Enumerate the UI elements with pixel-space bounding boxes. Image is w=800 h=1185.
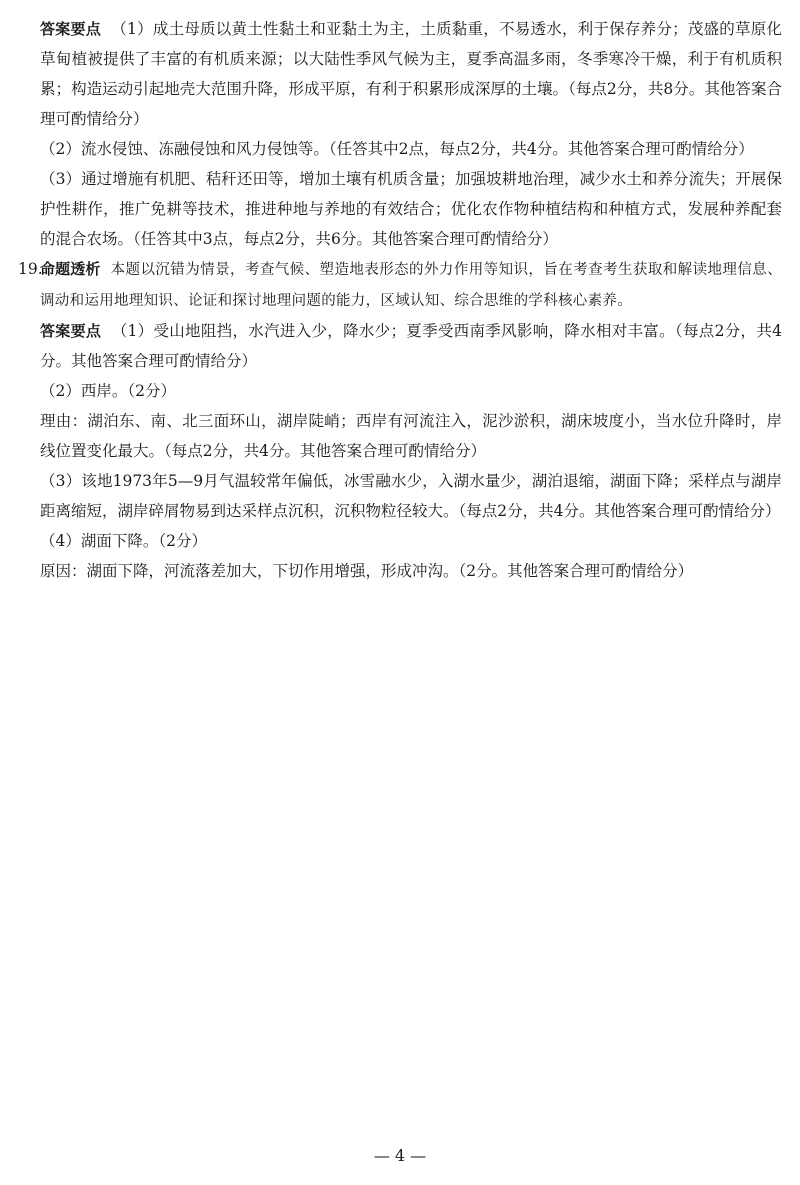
q19-part4-answer: （4）湖面下降。（2分） xyxy=(40,532,207,550)
q19-part2-answer: （2）西岸。（2分） xyxy=(40,382,176,400)
q18-answer-label: 答案要点 xyxy=(40,20,101,38)
q18-part1-text: （1）成土母质以黄土性黏土和亚黏土为主，土质黏重，不易透水，利于保存养分；茂盛的草原化草甸植被提供了丰富的有机质来源；以大陆性季风气候为主，夏季高温多雨，冬季寒冷干燥，利于有机质积累；构造运动引起地壳大范围升降，形成平原，有利于积累形成深厚的土壤。（每点2分，共8分。其他答案合理可酌情给分） xyxy=(40,20,782,128)
q19-part3: （3）该地1973年5—9月气温较常年偏低，冰雪融水少，入湖水量少，湖泊退缩，湖面下降；采样点与湖岸距离缩短，湖岸碎屑物易到达采样点沉积，沉积物粒径较大。（每点2分，共4分。其他答案合理可酌情给分） xyxy=(40,472,782,520)
q18-part3: （3）通过增施有机肥、秸秆还田等，增加土壤有机质含量；加强坡耕地治理，减少水土和养分流失；开展保护性耕作，推广免耕等技术，推进种地与养地的有效结合；优化农作物种植结构和种植方式，发展种养配套的混合农场。（任答其中3点，每点2分，共6分。其他答案合理可酌情给分） xyxy=(40,170,782,248)
q19-analysis-label: 命题透析 xyxy=(40,260,101,278)
q18-part2: （2）流水侵蚀、冻融侵蚀和风力侵蚀等。（任答其中2点，每点2分，共4分。其他答案合理可酌情给分） xyxy=(40,140,754,158)
q19-block xyxy=(18,254,782,586)
q19-number: 19. xyxy=(18,260,43,278)
answer-page xyxy=(18,14,782,586)
q19-part4-reason: 原因：湖面下降，河流落差加大，下切作用增强，形成冲沟。（2分。其他答案合理可酌情给分） xyxy=(40,562,694,580)
page-number: — 4 — xyxy=(373,1146,427,1165)
q18-part1 xyxy=(40,14,782,134)
q19-part1 xyxy=(40,316,782,376)
q19-analysis xyxy=(40,254,782,316)
q19-answer-label: 答案要点 xyxy=(40,322,102,340)
q19-part2-reason: 理由：湖泊东、南、北三面环山，湖岸陡峭；西岸有河流注入，泥沙淤积，湖床坡度小，当水位升降时，岸线位置变化最大。（每点2分，共4分。其他答案合理可酌情给分） xyxy=(40,412,782,460)
q19-analysis-text: 本题以沉错为情景，考查气候、塑造地表形态的外力作用等知识，旨在考查考生获取和解读地理信息、调动和运用地理知识、论证和探讨地理问题的能力，区域认知、综合思维的学科核心素养。 xyxy=(40,262,782,309)
q19-part1-text: （1）受山地阻挡，水汽进入少，降水少；夏季受西南季风影响，降水相对丰富。（每点2分，共4分。其他答案合理可酌情给分） xyxy=(40,322,782,370)
